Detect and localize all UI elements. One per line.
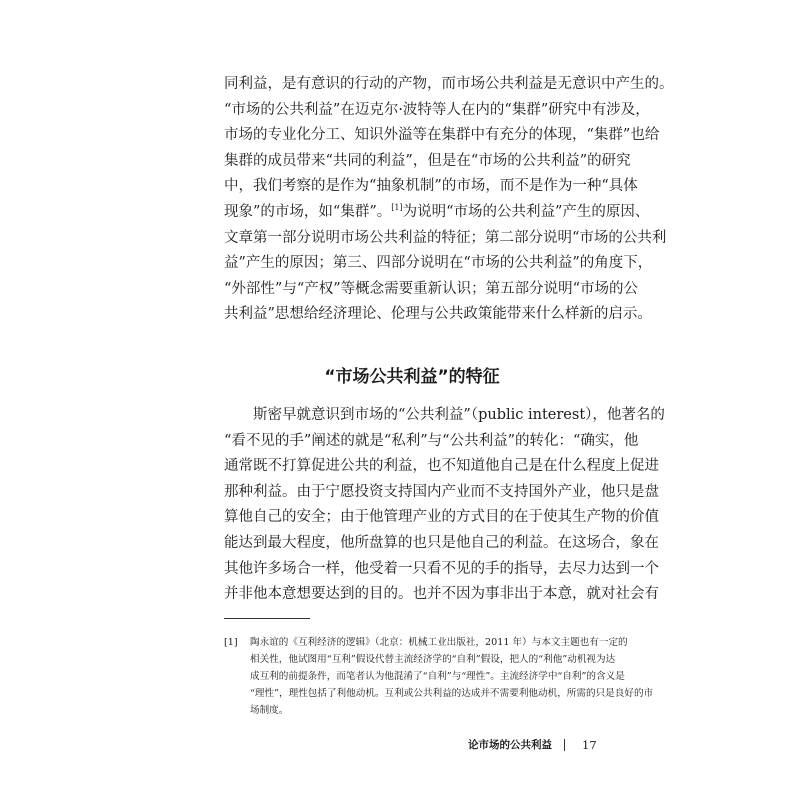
text-line: 其他许多场合一样，他受着一只看不见的手的指导，去尽力达到一个 — [224, 560, 659, 577]
text-line: 那种利益。由于宁愿投资支持国内产业而不支持国外产业，他只是盘 — [224, 483, 659, 500]
running-footer — [460, 736, 600, 754]
footnote-line — [224, 634, 628, 651]
text-line: 斯密早就意识到市场的“公共利益”（public interest），他著名的 — [253, 407, 665, 423]
footnote-reference[interactable]: [1] — [391, 202, 403, 212]
body-paragraph — [224, 403, 665, 608]
page-number: 17 — [582, 738, 597, 752]
text-line: “外部性”与“产权”等概念需要重新认识；第五部分说明“市场的公 — [224, 280, 639, 297]
text-line: 能达到最大程度，他所盘算的也只是他自己的利益。在这场合，象在 — [224, 534, 659, 551]
text-line: 共利益”思想给经济理论、伦理与公共政策能带来什么样新的启示。 — [224, 306, 652, 323]
text-segment: 为说明“市场的公共利益”产生的原因、 — [402, 203, 650, 220]
section-heading: “市场公共利益”的特征 — [324, 367, 500, 387]
footnote — [224, 634, 654, 719]
text-line: 同利益，是有意识的行动的产物，而市场公共利益是无意识中产生的。 — [224, 76, 674, 92]
text-line: 并非他本意想要达到的目的。也并不因为事非出于本意，就对社会有 — [224, 586, 659, 603]
footnote-divider — [224, 618, 310, 619]
text-line: 算他自己的安全；由于他管理产业的方式目的在于使其生产物的价值 — [224, 509, 659, 526]
text-line: 集群的成员带来“共同的利益”，但是在“市场的公共利益”的研究 — [224, 152, 631, 169]
intro-paragraph — [224, 72, 674, 328]
text-line-with-footnote-ref — [224, 200, 650, 226]
footnote-line: 场制度。 — [250, 705, 289, 716]
text-line: 中，我们考察的是作为“抽象机制”的市场，而不是作为一种“具体 — [224, 178, 638, 195]
running-title: 论市场的公共利益 — [468, 739, 552, 751]
footer-separator — [564, 739, 565, 751]
text-line: 通常既不打算促进公共的利益，也不知道他自己是在什么程度上促进 — [224, 458, 659, 475]
text-line: 市场的专业化分工、知识外溢等在集群中有充分的体现，“集群”也给 — [224, 127, 660, 144]
text-line: “市场的公共利益”在迈克尔·波特等人在内的“集群”研究中有涉及， — [224, 101, 650, 118]
footnote-text: 陶永谊的《互利经济的逻辑》（北京：机械工业出版社，2011 年）与本文主题也有一定的 — [250, 637, 628, 648]
footnote-line: 成互利的前提条件，而笔者认为他混淆了“自利”与“理性”。主流经济学中“自利”的含义是 — [250, 671, 625, 682]
footnote-line: 相关性，他试图用“互利”假设代替主流经济学的“自利”假设，把人的“利他”动机视为达 — [250, 654, 616, 665]
footnote-line: “理性”，理性包括了利他动机。互利或公共利益的达成并不需要利他动机，所需的只是良好的市 — [250, 688, 654, 699]
text-line: 文章第一部分说明市场公共利益的特征；第二部分说明“市场的公共利 — [224, 229, 667, 246]
text-line: 益”产生的原因；第三、四部分说明在“市场的公共利益”的角度下， — [224, 255, 653, 272]
text-line: “看不见的手”阐述的就是“私利”与“公共利益”的转化：“确实，他 — [224, 432, 639, 449]
text-segment: 现象”的市场，如“集群”。 — [224, 203, 392, 220]
footnote-marker: [1] — [224, 637, 238, 648]
